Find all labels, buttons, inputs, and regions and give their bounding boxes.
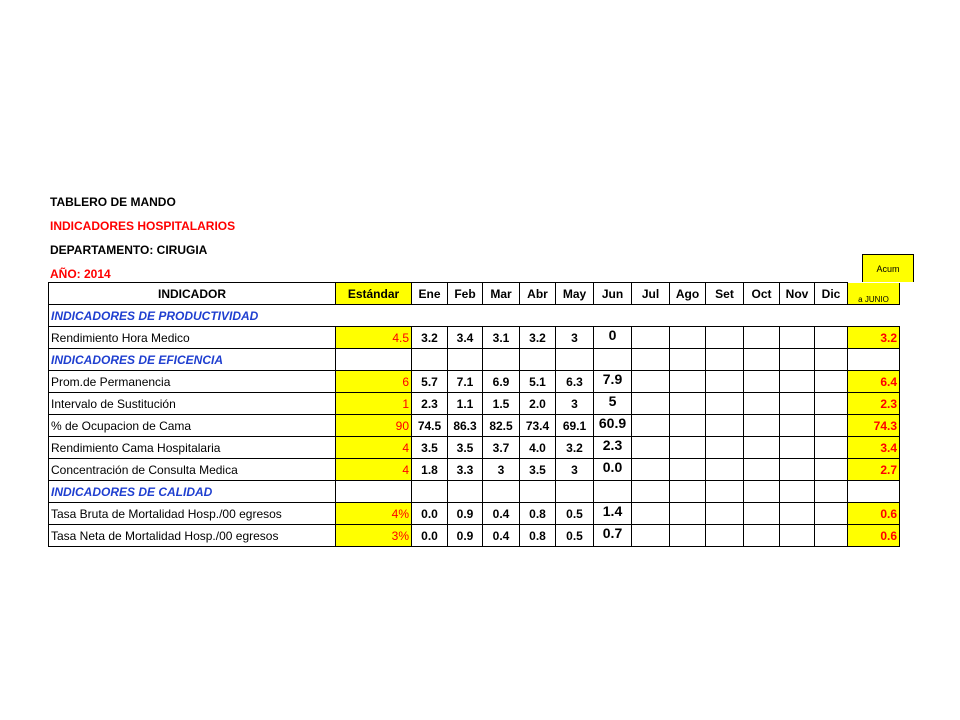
indicator-name: Prom.de Permanencia — [49, 371, 336, 393]
header-month: Jul — [632, 283, 670, 305]
header-month: May — [556, 283, 594, 305]
month-value: 2.0 — [520, 393, 556, 415]
header-indicador: INDICADOR — [49, 283, 336, 305]
acum-value: 3.4 — [848, 437, 900, 459]
acum-value: 0.6 — [848, 525, 900, 547]
indicators-table — [48, 282, 900, 547]
month-value: 74.5 — [412, 415, 448, 437]
section-productividad: INDICADORES DE PRODUCTIVIDAD — [49, 305, 412, 327]
section-calidad: INDICADORES DE CALIDAD — [49, 481, 336, 503]
header-month: Jun — [594, 283, 632, 305]
month-value: 0.5 — [556, 503, 594, 525]
month-value: 2.3 — [594, 437, 632, 459]
year-label: AÑO: 2014 — [50, 267, 111, 281]
standard-value: 1 — [336, 393, 412, 415]
table-row — [49, 459, 900, 481]
header-acum-sub: a JUNIO — [848, 283, 900, 305]
month-value: 3.2 — [520, 327, 556, 349]
month-value: 1.5 — [483, 393, 520, 415]
indicator-name: % de Ocupacion de Cama — [49, 415, 336, 437]
indicator-name: Rendimiento Cama Hospitalaria — [49, 437, 336, 459]
month-value: 0.0 — [594, 459, 632, 481]
month-value: 2.3 — [412, 393, 448, 415]
month-value: 6.3 — [556, 371, 594, 393]
month-value: 7.1 — [448, 371, 483, 393]
month-value: 0.4 — [483, 525, 520, 547]
month-value: 3.4 — [448, 327, 483, 349]
month-value: 86.3 — [448, 415, 483, 437]
section-eficiencia: INDICADORES DE EFICENCIA — [49, 349, 336, 371]
month-value: 0.8 — [520, 525, 556, 547]
month-value: 4.0 — [520, 437, 556, 459]
table-row — [49, 437, 900, 459]
month-value: 0.9 — [448, 525, 483, 547]
standard-value: 6 — [336, 371, 412, 393]
month-value: 0.0 — [412, 525, 448, 547]
table-header-row — [49, 283, 900, 305]
month-value: 3.5 — [448, 437, 483, 459]
header-month: Ago — [670, 283, 706, 305]
table-row — [49, 415, 900, 437]
acum-value: 74.3 — [848, 415, 900, 437]
month-value: 3.5 — [520, 459, 556, 481]
month-value: 3.5 — [412, 437, 448, 459]
report-title: TABLERO DE MANDO — [50, 195, 176, 209]
month-value: 3 — [483, 459, 520, 481]
month-value: 69.1 — [556, 415, 594, 437]
month-value: 5.1 — [520, 371, 556, 393]
acum-header-top: Acum — [862, 254, 914, 282]
header-month: Set — [706, 283, 744, 305]
standard-value: 4.5 — [336, 327, 412, 349]
header-month: Abr — [520, 283, 556, 305]
month-value: 0.8 — [520, 503, 556, 525]
month-value: 3 — [556, 327, 594, 349]
header-month: Feb — [448, 283, 483, 305]
month-value: 1.4 — [594, 503, 632, 525]
indicator-name: Tasa Bruta de Mortalidad Hosp./00 egresos — [49, 503, 336, 525]
month-value: 60.9 — [594, 415, 632, 437]
header-month: Ene — [412, 283, 448, 305]
table-row — [49, 503, 900, 525]
table-row — [49, 371, 900, 393]
acum-value: 2.7 — [848, 459, 900, 481]
acum-value: 2.3 — [848, 393, 900, 415]
month-value: 3.3 — [448, 459, 483, 481]
standard-value: 4% — [336, 503, 412, 525]
indicator-name: Concentración de Consulta Medica — [49, 459, 336, 481]
indicator-name: Rendimiento Hora Medico — [49, 327, 336, 349]
month-value: 73.4 — [520, 415, 556, 437]
month-value: 6.9 — [483, 371, 520, 393]
indicator-name: Intervalo de Sustitución — [49, 393, 336, 415]
header-month: Oct — [744, 283, 780, 305]
section-row — [49, 349, 900, 371]
table-row — [49, 327, 900, 349]
month-value: 0 — [594, 327, 632, 349]
month-value: 5 — [594, 393, 632, 415]
standard-value: 4 — [336, 437, 412, 459]
month-value: 5.7 — [412, 371, 448, 393]
month-value: 3.2 — [412, 327, 448, 349]
report-subtitle: INDICADORES HOSPITALARIOS — [50, 219, 236, 233]
report-titles — [50, 190, 235, 286]
indicator-name: Tasa Neta de Mortalidad Hosp./00 egresos — [49, 525, 336, 547]
month-value: 0.0 — [412, 503, 448, 525]
month-value: 3.2 — [556, 437, 594, 459]
month-value: 3.1 — [483, 327, 520, 349]
header-month: Dic — [815, 283, 848, 305]
standard-value: 3% — [336, 525, 412, 547]
standard-value: 4 — [336, 459, 412, 481]
acum-value: 3.2 — [848, 327, 900, 349]
month-value: 1.8 — [412, 459, 448, 481]
acum-value: 6.4 — [848, 371, 900, 393]
standard-value: 90 — [336, 415, 412, 437]
section-row — [49, 481, 900, 503]
header-estandar: Estándar — [336, 283, 412, 305]
month-value: 0.5 — [556, 525, 594, 547]
month-value: 0.4 — [483, 503, 520, 525]
month-value: 0.7 — [594, 525, 632, 547]
header-month: Mar — [483, 283, 520, 305]
department-label: DEPARTAMENTO: CIRUGIA — [50, 243, 208, 257]
month-value: 0.9 — [448, 503, 483, 525]
month-value: 3 — [556, 393, 594, 415]
month-value: 82.5 — [483, 415, 520, 437]
acum-value: 0.6 — [848, 503, 900, 525]
header-month: Nov — [780, 283, 815, 305]
month-value: 3 — [556, 459, 594, 481]
table-row — [49, 525, 900, 547]
month-value: 1.1 — [448, 393, 483, 415]
table-row — [49, 393, 900, 415]
section-row — [49, 305, 900, 327]
month-value: 7.9 — [594, 371, 632, 393]
month-value: 3.7 — [483, 437, 520, 459]
